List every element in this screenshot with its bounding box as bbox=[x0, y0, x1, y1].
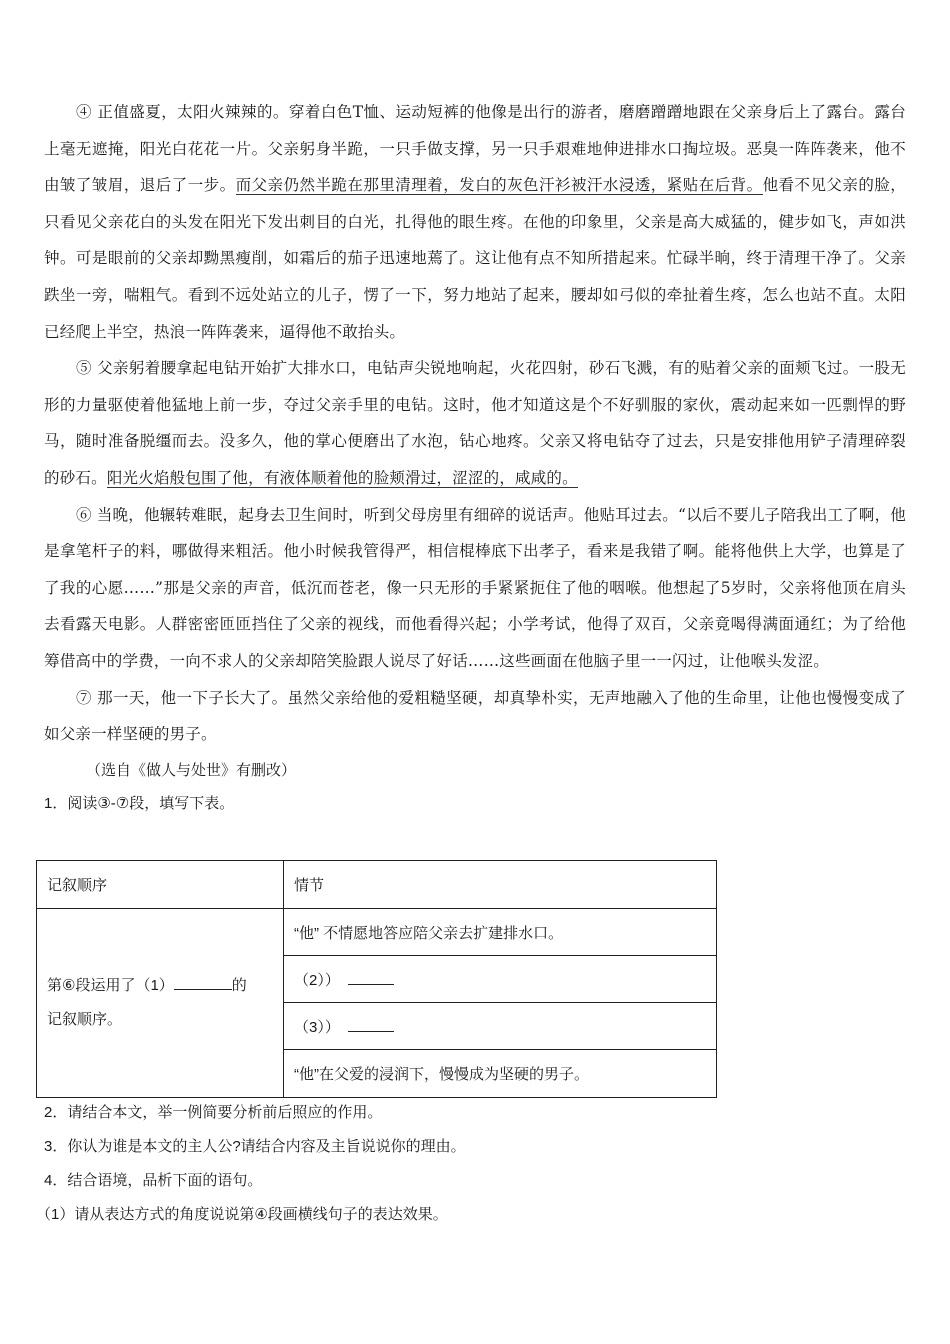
answer-blank-1[interactable] bbox=[174, 975, 232, 990]
plot-row-4: “他”在父爱的浸润下，慢慢成为坚硬的男子。 bbox=[284, 1050, 717, 1098]
order-cell-prefix: 第⑥段运用了（1） bbox=[47, 977, 174, 994]
paragraph-4 bbox=[44, 94, 906, 350]
table-header-order: 记叙顺序 bbox=[37, 861, 284, 909]
questions-list bbox=[36, 1096, 906, 1232]
paragraph-4-text: ④ 正值盛夏，太阳火辣辣的。穿着白色T恤、运动短裤的他像是出行的游者，磨磨蹭蹭地跟在父亲身后上了露台。露台上毫无遮掩，阳光白花花一片。父亲躬身半跪，一只手做支撑，另一只手艰难地伸进排水口掏垃圾。恶臭一阵阵袭来，他不由皱了皱眉，退后了一步。 bbox=[44, 103, 906, 195]
paragraph-6: ⑥ 当晚，他辗转难眠，起身去卫生间时，听到父母房里有细碎的说话声。他贴耳过去。“以后不要儿子陪我出工了啊，他是拿笔杆子的料，哪做得来粗活。他小时候我管得严，相信棍棒底下出孝子，看来是我错了啊。能将他供上大学，也算是了了我的心愿……”那是父亲的声音，低沉而苍老，像一只无形的手紧紧扼住了他的咽喉。他想起了5岁时，父亲将他顶在肩头去看露天电影。人群密密匝匝挡住了父亲的视线，而他看得兴起；小学考试，他得了双百，父亲竟喝得满面通红；为了给他筹借高中的学费，一向不求人的父亲却陪笑脸跟人说尽了好话……这些画面在他脑子里一一闪过，让他喉头发涩。 bbox=[44, 505, 906, 670]
plot-row-1: “他” 不情愿地答应陪父亲去扩建排水口。 bbox=[284, 909, 717, 956]
order-cell-suffix: 的 bbox=[231, 977, 247, 994]
order-cell-line2: 记叙顺序。 bbox=[47, 1011, 123, 1028]
answer-blank-3[interactable] bbox=[348, 1017, 394, 1032]
plot-row-3-label: （3）） bbox=[294, 1018, 340, 1036]
paragraph-7: ⑦ 那一天，他一下子长大了。虽然父亲给他的爱粗糙坚硬，却真挚朴实，无声地融入了他的生命里，让他也慢慢变成了如父亲一样坚硬的男子。 bbox=[44, 688, 906, 744]
table-header-plot: 情节 bbox=[284, 861, 717, 909]
question-4: 4．结合语境，品析下面的语句。 bbox=[44, 1172, 263, 1189]
question-1: 1．阅读③-⑦段，填写下表。 bbox=[44, 794, 235, 812]
answer-blank-2[interactable] bbox=[348, 970, 394, 985]
underlined-sentence-4: 而父亲仍然半跪在那里清理着，发白的灰色汗衫被汗水浸透，紧贴在后背。 bbox=[235, 176, 763, 195]
underlined-sentence-5: 阳光火焰般包围了他，有液体顺着他的脸颊滑过，涩涩的，咸咸的。 bbox=[106, 468, 578, 487]
question-4-1: （1）请从表达方式的角度说说第④段画横线句子的表达效果。 bbox=[36, 1206, 448, 1223]
plot-row-2 bbox=[284, 956, 717, 1003]
paragraph-5-text: ⑤ 父亲躬着腰拿起电钻开始扩大排水口，电钻声尖锐地响起，火花四射，砂石飞溅，有的贴着父亲的面颊飞过。一股无形的力量驱使着他猛地上前一步，夺过父亲手里的电钻。这时，他才知道这是个不好驯服的家伙，震动起来如一匹剽悍的野马，随时准备脱缰而去。没多久，他的掌心便磨出了水泡，钻心地疼。父亲又将电钻夺了过去，只是安排他用铲子清理碎裂的砂石。 bbox=[44, 359, 906, 487]
source-citation: （选自《做人与处世》有删改） bbox=[86, 760, 297, 779]
narrative-order-cell bbox=[37, 909, 284, 1098]
narrative-table bbox=[36, 860, 717, 1098]
question-3: 3．你认为谁是本文的主人公?请结合内容及主旨说说你的理由。 bbox=[44, 1138, 466, 1155]
paragraph-4-text-rest: 他看不见父亲的脸，只看见父亲花白的头发在阳光下发出刺目的白光，扎得他的眼生疼。在他的印象里，父亲是高大威猛的，健步如飞，声如洪钟。可是眼前的父亲却黝黑瘦削，如霜后的茄子迅速地蔫了。这让他有点不知所措起来。忙碌半晌，终于清理干净了。父亲跌坐一旁，喘粗气。看到不远处站立的儿子，愣了一下，努力地站了起来，腰却如弓似的牵扯着生疼，怎么也站不直。太阳已经爬上半空，热浪一阵阵袭来，逼得他不敢抬头。 bbox=[44, 176, 907, 341]
question-2: 2．请结合本文，举一例简要分析前后照应的作用。 bbox=[44, 1104, 383, 1121]
plot-row-3 bbox=[284, 1003, 717, 1050]
paragraph-5 bbox=[44, 350, 906, 496]
plot-row-2-label: （2）） bbox=[294, 971, 340, 989]
article-body bbox=[44, 94, 906, 821]
